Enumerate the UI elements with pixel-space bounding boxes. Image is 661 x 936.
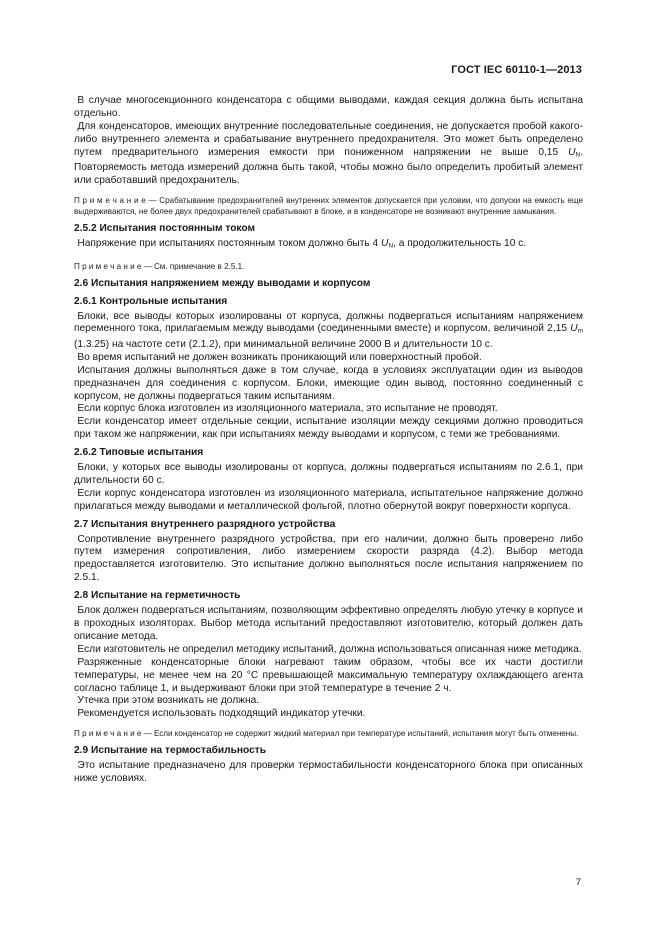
- section-title-2-6: 2.6 Испытания напряжением между выводами и корпусом: [74, 277, 371, 289]
- paragraph-dc-test: Напряжение при испытаниях постоянным током должно быть 4 $U_N$, а продолжительность 10 с.: [77, 238, 527, 250]
- paragraph-sealing-2: Если изготовитель не определил методику испытаний, должна использоваться описанная ниже методика.: [77, 643, 582, 655]
- paragraph-routine-3: Испытания должны выполняться даже в том случае, когда в условиях эксплуатации один из выводов предназначен для соединения с корпусом. Блоки, имеющие один вывод, постоянно соединенный с корпусом, не должны подвергаться таким испытаниям.: [74, 364, 583, 402]
- section-title-2-6-1: 2.6.1 Контрольные испытания: [74, 295, 228, 307]
- paragraph-sealing-5: Рекомендуется использовать подходящий индикатор утечки.: [77, 708, 366, 720]
- paragraph-discharge-1: Сопротивление внутреннего разрядного устройства, при его наличии, должно быть проверено либо путем измерения сопротивления, либо измерением скорости разряда (4.2). Выбор метода предоставляется изготовителю. Это испытание должно выполняться после испытания напряжением по 2.5.1.: [74, 533, 583, 584]
- section-title-2-7: 2.7 Испытания внутреннего разрядного устройства: [74, 518, 336, 530]
- section-title-2-9: 2.9 Испытание на термостабильность: [74, 745, 267, 757]
- paragraph-sealing-3: Разряженные конденсаторные блоки нагревают таким образом, чтобы все их части достигли температуры, не менее чем на 20 °С превышающей максимальную температуру охлаждающего агента согласно таблице 1, и выдерживают блоки при этой температуре в течение 2 ч.: [74, 656, 583, 694]
- note-see-2-5-1: П р и м е ч а н и е — См. примечание в 2.5.1.: [74, 261, 245, 271]
- paragraph-sealing-4: Утечка при этом возникать не должна.: [77, 695, 260, 707]
- paragraph-routine-1: Блоки, все выводы которых изолированы от корпуса, должны подвергаться испытаниям напряжением переменного тока, прилагаемым между выводами (соединенными вместе) и корпусом, величиной 2,15 $U_m$ (1.3.25) на частоте сети (2.1.2), при минимальной величине 2000 В и длительности 10 с.: [74, 310, 583, 350]
- paragraph-sealing-1: Блок должен подвергаться испытаниям, позволяющим эффективно определять любую утечку в корпусе и в проходных изоляторах. Выбор метода испытаний предоставляют изготовителю, который должен дать описание метода.: [74, 605, 583, 642]
- paragraph-multisection: В случае многосекционного конденсатора с общими выводами, каждая секция должна быть испытана отдельно.: [74, 95, 583, 119]
- section-title-2-6-2: 2.6.2 Типовые испытания: [74, 447, 204, 459]
- paragraph-internal-series: Для конденсаторов, имеющих внутренние последовательные соединения, не допускается пробой какого-либо внутреннего элемента и срабатывание внутреннего предохранителя. Это может быть определено путем предварительного измерения емкости при пониженном напряжении не выше 0,15 $U_N$. Повторяемость метода измерений должна быть такой, чтобы можно было определить пробитый элемент или сработавший предохранитель.: [74, 120, 583, 186]
- paragraph-type-1: Блоки, у которых все выводы изолированы от корпуса, должны подвергаться испытаниям по 2.6.1, при длительности 60 с.: [74, 462, 583, 486]
- section-title-2-8: 2.8 Испытание на герметичность: [74, 590, 241, 602]
- page-number: 7: [575, 877, 581, 888]
- paragraph-routine-2: Во время испытаний не должен возникать проникающий или поверхностный пробой.: [77, 351, 482, 363]
- page-content: [74, 95, 583, 786]
- section-title-2-5-2: 2.5.2 Испытания постоянным током: [74, 223, 256, 235]
- paragraph-routine-5: Если конденсатор имеет отдельные секции, испытание изоляции между секциями должно проводиться при таком же напряжении, как при испытаниях между выводами и корпусом, с теми же требованиями.: [74, 416, 583, 441]
- paragraph-routine-4: Если корпус блока изготовлен из изоляционного материала, это испытание не проводят.: [77, 403, 498, 415]
- note-fuses: П р и м е ч а н и е — Срабатывание предохранителей внутренних элементов допускается при условии, что допуски на емкость еще выдерживаются, не более двух предохранителей срабатывают в блоке, и в конденсаторе не возникают внутренние замыкания.: [74, 195, 584, 217]
- standard-header: ГОСТ IEC 60110-1—2013: [451, 64, 582, 76]
- paragraph-thermal-1: Это испытание предназначено для проверки термостабильности конденсаторного блока при описанных ниже условиях.: [74, 760, 583, 785]
- paragraph-type-2: Если корпус конденсатора изготовлен из изоляционного материала, испытательное напряжение должно прилагаться между выводами и металлической фольгой, плотно обернутой вокруг поверхности корпуса.: [74, 487, 583, 512]
- note-liquid: П р и м е ч а н и е — Если конденсатор не содержит жидкий материал при температуре испытаний, испытания могут быть отменены.: [74, 729, 579, 739]
